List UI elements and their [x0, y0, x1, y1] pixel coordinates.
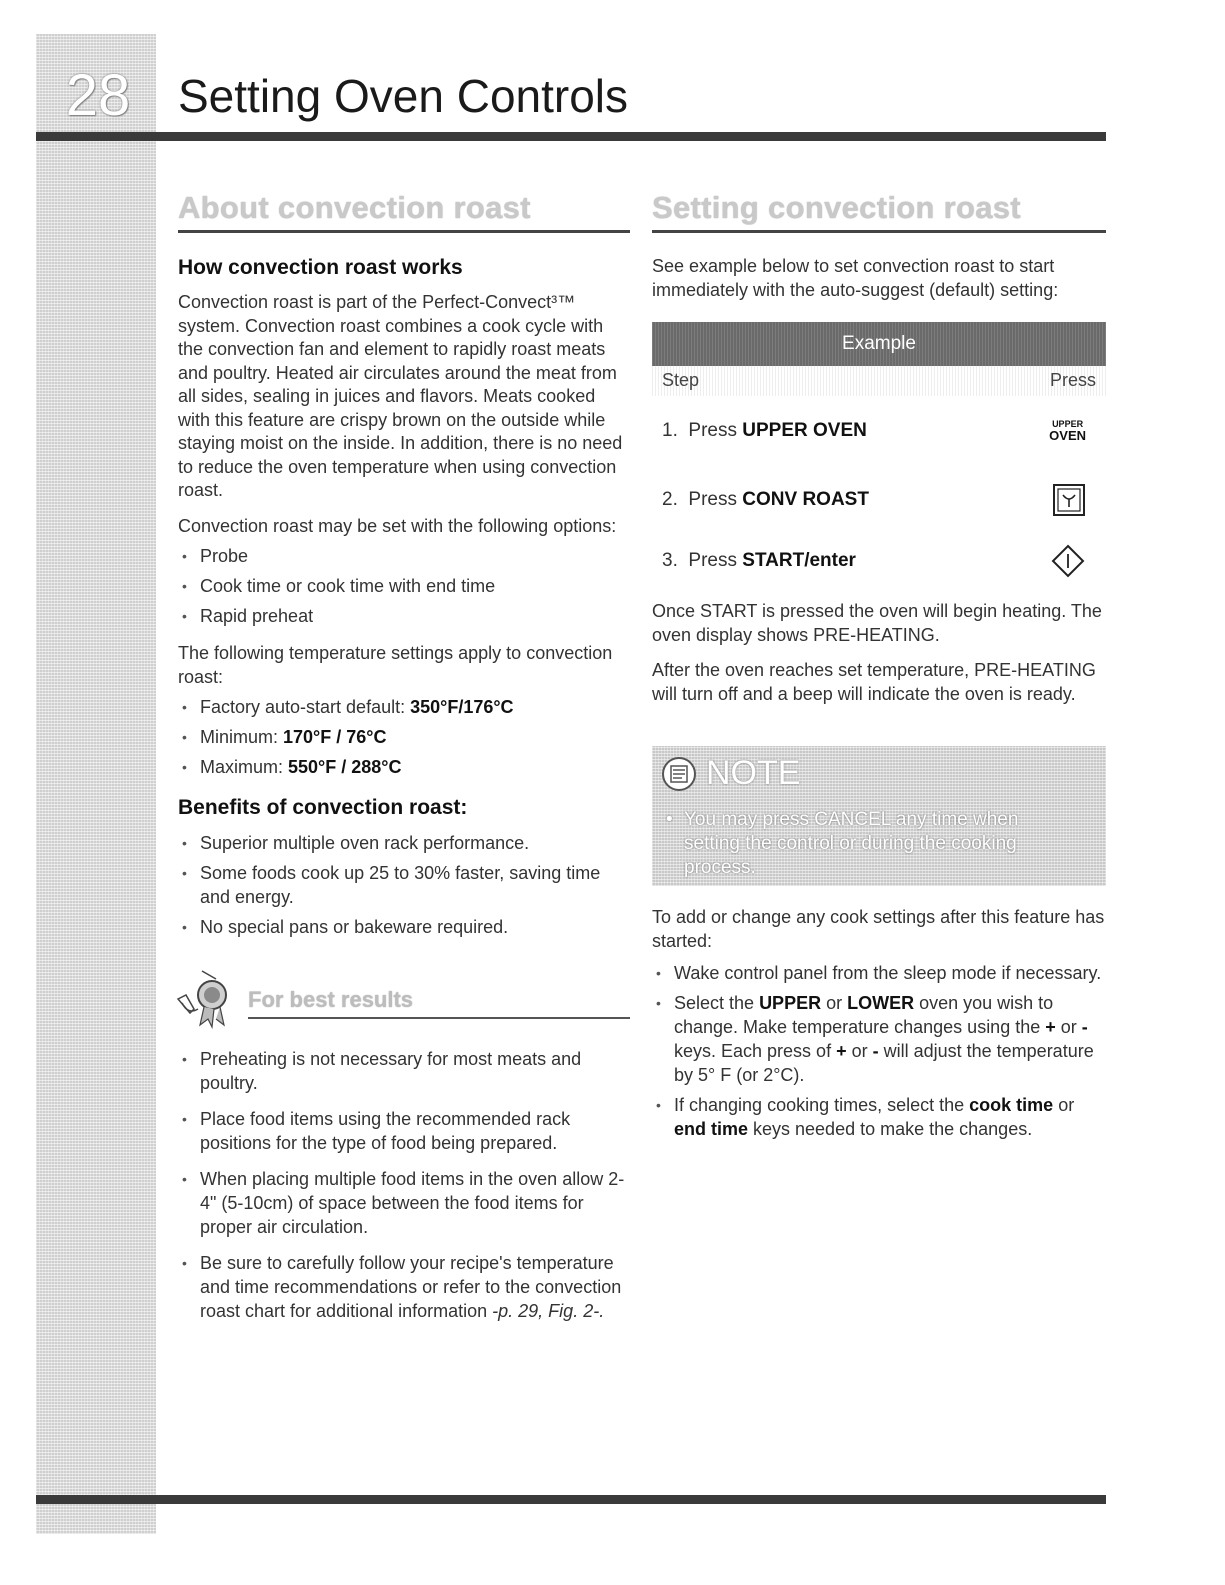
temperature-list — [178, 695, 630, 779]
list-item: • Some foods cook up 25 to 30% faster, saving time and energy. — [178, 861, 630, 909]
conv-roast-key-icon — [1052, 483, 1086, 517]
setting-intro: See example below to set convection roast to start immediately with the auto-suggest (default) setting: — [652, 256, 1059, 300]
change-intro: To add or change any cook settings after this feature has started: — [652, 907, 1105, 951]
list-item: • Cook time or cook time with end time — [178, 574, 630, 598]
after-start-paragraph: Once START is pressed the oven will begin heating. The oven display shows PRE-HEATING. — [652, 601, 1102, 645]
page-number: 28 — [65, 63, 131, 128]
list-item: • Minimum: 170°F / 76°C — [178, 725, 630, 749]
press-column-label: Press — [1049, 370, 1096, 390]
benefits-heading: Benefits of convection roast: — [178, 796, 468, 819]
start-key-icon — [1050, 543, 1086, 579]
note-title: NOTE — [706, 754, 801, 792]
list-item: • Select the UPPER or LOWER oven you wish to change. Make temperature changes using the + or - keys. Each press of + or - will adjust the temperature by 5° F (or 2°C). — [652, 991, 1106, 1087]
temps-intro: The following temperature settings apply to convection roast: — [178, 643, 613, 687]
list-item: • Superior multiple oven rack performance. — [178, 831, 630, 855]
step-table-header — [652, 366, 1106, 396]
note-icon — [660, 755, 698, 793]
left-column — [178, 188, 630, 1337]
benefits-list — [178, 831, 630, 939]
header-rule — [36, 132, 1106, 141]
after-temp-paragraph: After the oven reaches set temperature, PRE-HEATING will turn off and a beep will indicate the oven is ready. — [652, 660, 1096, 704]
list-item: • Be sure to carefully follow your recipe's temperature and time recommendations or refer to the convection roast chart for additional information -p. 29, Fig. 2-. — [178, 1251, 630, 1323]
best-results-title: For best results — [248, 987, 630, 1019]
options-list — [178, 544, 630, 628]
options-intro: Convection roast may be set with the following options: — [178, 515, 617, 536]
list-item: • Preheating is not necessary for most meats and poultry. — [178, 1047, 630, 1095]
step-row — [652, 536, 1106, 586]
list-item: • Rapid preheat — [178, 604, 630, 628]
upper-oven-key-icon: UPPER OVEN — [1049, 419, 1086, 443]
list-item: • Maximum: 550°F / 288°C — [178, 755, 630, 779]
step-label: 1. Press UPPER OVEN — [662, 420, 867, 441]
step-row — [652, 470, 1106, 530]
page-title: Setting Oven Controls — [178, 70, 629, 122]
list-item: • Factory auto-start default: 350°F/176°C — [178, 695, 630, 719]
step-column-label: Step — [662, 370, 700, 390]
step-label: 2. Press CONV ROAST — [662, 489, 869, 510]
page-side-strip — [36, 34, 156, 1534]
right-column — [652, 188, 1106, 1155]
note-text: • You may press CANCEL any time when setting the control or during the cooking process. — [666, 808, 1046, 880]
example-header: Example — [652, 322, 1106, 366]
footer-rule — [36, 1495, 1106, 1504]
step-label: 3. Press START/enter — [662, 550, 856, 571]
step-row — [652, 406, 1106, 456]
section-title-about: About convection roast — [178, 188, 630, 233]
list-item: • No special pans or bakeware required. — [178, 915, 630, 939]
how-it-works-heading: How convection roast works — [178, 256, 463, 279]
list-item: • If changing cooking times, select the cook time or end time keys needed to make the changes. — [652, 1093, 1106, 1141]
note-box — [652, 746, 1106, 886]
intro-paragraph: Convection roast is part of the Perfect-Convect³™ system. Convection roast combines a cook cycle with the convection fan and element to rapidly roast meats and poultry. Heated air circulates around the meat from all sides, sealing in juices and flavors. Meats cooked with this feature are crispy brown on the outside while staying moist on the inside. In addition, there is no need to reduce the oven temperature when using convection roast. — [178, 292, 623, 500]
best-results-heading — [172, 965, 630, 1029]
award-ribbon-icon — [172, 965, 242, 1029]
best-results-list — [178, 1047, 630, 1323]
change-settings-list — [652, 961, 1106, 1141]
list-item: • Place food items using the recommended rack positions for the type of food being prepared. — [178, 1107, 630, 1155]
list-item: • Wake control panel from the sleep mode if necessary. — [652, 961, 1106, 985]
list-item: • When placing multiple food items in the oven allow 2-4" (5-10cm) of space between the food items for proper air circulation. — [178, 1167, 630, 1239]
page-reference: -p. 29, Fig. 2-. — [492, 1301, 605, 1321]
note-heading — [660, 754, 800, 793]
list-item: • Probe — [178, 544, 630, 568]
section-title-setting: Setting convection roast — [652, 188, 1106, 233]
